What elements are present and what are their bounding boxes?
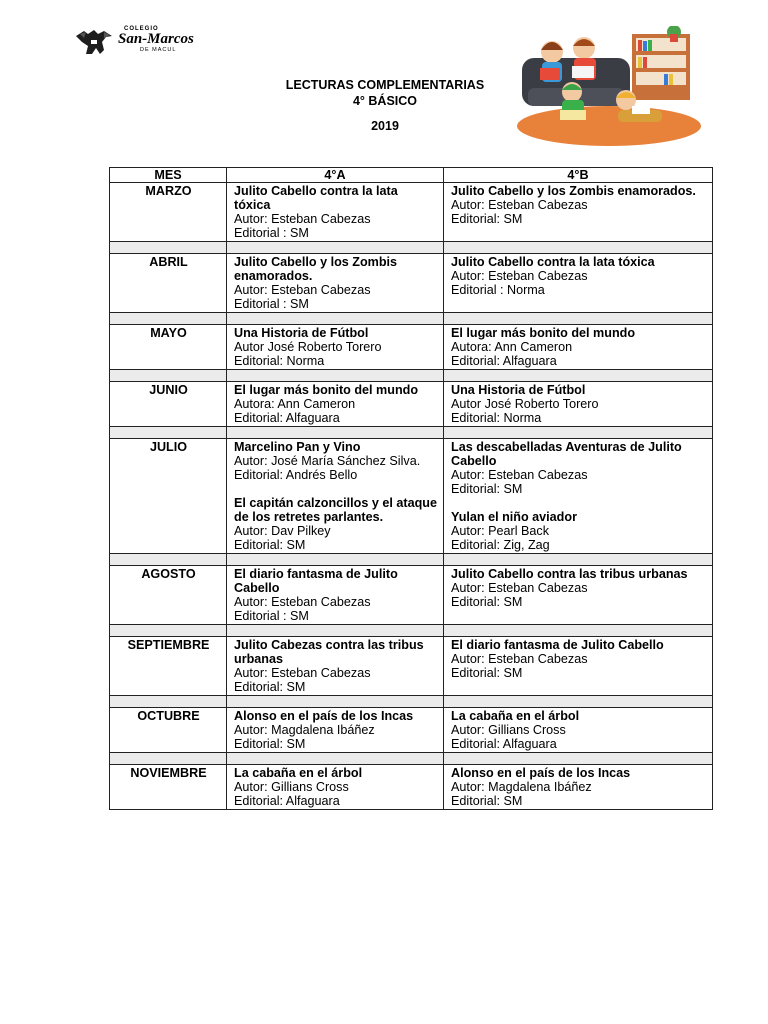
book-title: Julito Cabello y los Zombis enamorados. bbox=[451, 184, 696, 198]
class-b-cell bbox=[444, 765, 713, 810]
separator-cell bbox=[444, 625, 713, 637]
month-cell: MAYO bbox=[110, 325, 227, 370]
table-row bbox=[110, 439, 713, 554]
book-publisher: Editorial: Zig, Zag bbox=[451, 538, 550, 552]
separator-cell bbox=[227, 242, 444, 254]
book-title: Alonso en el país de los Incas bbox=[234, 709, 414, 723]
class-b-cell bbox=[444, 382, 713, 427]
class-a-cell bbox=[227, 382, 444, 427]
book-title: El capitán calzoncillos y el ataque de los retretes parlantes. bbox=[234, 496, 437, 524]
class-b-cell bbox=[444, 708, 713, 753]
book-title: Julito Cabello y los Zombis enamorados. bbox=[234, 255, 398, 283]
separator-cell bbox=[227, 554, 444, 566]
separator-cell bbox=[227, 753, 444, 765]
book-publisher: Editorial: Alfaguara bbox=[451, 737, 557, 751]
table-row bbox=[110, 765, 713, 810]
separator-row bbox=[110, 370, 713, 382]
separator-cell bbox=[227, 625, 444, 637]
month-cell: JUNIO bbox=[110, 382, 227, 427]
book-title: El diario fantasma de Julito Cabello bbox=[451, 638, 664, 652]
book-author: Autor: Esteban Cabezas bbox=[451, 269, 588, 283]
table-row bbox=[110, 566, 713, 625]
book-publisher: Editorial: Norma bbox=[234, 354, 325, 368]
separator-cell bbox=[227, 696, 444, 708]
entry-spacer bbox=[451, 496, 706, 510]
table-header-row bbox=[110, 168, 713, 183]
book-title: Las descabelladas Aventuras de Julito Cabello bbox=[451, 440, 682, 468]
header-class-a: 4°A bbox=[227, 168, 444, 183]
book-author: Autor: Esteban Cabezas bbox=[234, 595, 371, 609]
book-publisher: Editorial: SM bbox=[234, 680, 306, 694]
book-title: El lugar más bonito del mundo bbox=[451, 326, 636, 340]
book-title: Julito Cabello contra la lata tóxica bbox=[451, 255, 655, 269]
book-publisher: Editorial: Alfaguara bbox=[234, 411, 340, 425]
book-author: Autor: Gillians Cross bbox=[234, 780, 349, 794]
month-cell: JULIO bbox=[110, 439, 227, 554]
class-a-cell bbox=[227, 708, 444, 753]
month-cell: ABRIL bbox=[110, 254, 227, 313]
book-author: Autor: Gillians Cross bbox=[451, 723, 566, 737]
month-cell: MARZO bbox=[110, 183, 227, 242]
book-publisher: Editorial: Alfaguara bbox=[234, 794, 340, 808]
book-title: Una Historia de Fútbol bbox=[234, 326, 369, 340]
table-row bbox=[110, 254, 713, 313]
separator-row bbox=[110, 313, 713, 325]
class-b-cell bbox=[444, 439, 713, 554]
class-a-cell bbox=[227, 183, 444, 242]
separator-cell bbox=[444, 753, 713, 765]
book-title: Julito Cabezas contra las tribus urbanas bbox=[234, 638, 424, 666]
separator-cell bbox=[444, 427, 713, 439]
children-reading-illustration bbox=[514, 26, 704, 148]
book-author: Autor: Pearl Back bbox=[451, 524, 549, 538]
book-publisher: Editorial : SM bbox=[234, 609, 309, 623]
book-publisher: Editorial: SM bbox=[451, 595, 523, 609]
class-b-cell bbox=[444, 254, 713, 313]
reading-schedule-table bbox=[109, 167, 713, 810]
separator-row bbox=[110, 696, 713, 708]
separator-cell bbox=[227, 313, 444, 325]
document-header bbox=[240, 77, 530, 134]
book-author: Autor: Esteban Cabezas bbox=[234, 212, 371, 226]
book-publisher: Editorial: SM bbox=[234, 737, 306, 751]
book-author: Autora: Ann Cameron bbox=[451, 340, 573, 354]
class-a-cell bbox=[227, 325, 444, 370]
document-title: LECTURAS COMPLEMENTARIAS bbox=[285, 78, 485, 92]
table-row bbox=[110, 382, 713, 427]
separator-row bbox=[110, 242, 713, 254]
separator-cell bbox=[227, 370, 444, 382]
book-title: La cabaña en el árbol bbox=[234, 766, 363, 780]
book-publisher: Editorial : SM bbox=[234, 226, 309, 240]
separator-row bbox=[110, 625, 713, 637]
logo-colegio-text: COLEGIO bbox=[124, 26, 159, 32]
book-title: Una Historia de Fútbol bbox=[451, 383, 586, 397]
book-author: Autor: Esteban Cabezas bbox=[234, 283, 371, 297]
class-a-cell bbox=[227, 254, 444, 313]
separator-cell bbox=[444, 242, 713, 254]
table-row bbox=[110, 708, 713, 753]
book-author: Autor: Esteban Cabezas bbox=[451, 198, 588, 212]
schedule-body bbox=[110, 183, 713, 810]
separator-cell bbox=[110, 753, 227, 765]
class-b-cell bbox=[444, 566, 713, 625]
separator-cell bbox=[444, 313, 713, 325]
separator-cell bbox=[444, 696, 713, 708]
separator-cell bbox=[110, 242, 227, 254]
book-author: Autor: Dav Pilkey bbox=[234, 524, 331, 538]
entry-spacer bbox=[234, 482, 437, 496]
book-title: La cabaña en el árbol bbox=[451, 709, 580, 723]
class-a-cell bbox=[227, 637, 444, 696]
separator-cell bbox=[227, 427, 444, 439]
class-b-cell bbox=[444, 325, 713, 370]
separator-cell bbox=[110, 313, 227, 325]
year-title: 2019 bbox=[371, 119, 399, 133]
class-b-cell bbox=[444, 637, 713, 696]
class-b-cell bbox=[444, 183, 713, 242]
book-title: El diario fantasma de Julito Cabello bbox=[234, 567, 398, 595]
book-title: Julito Cabello contra la lata tóxica bbox=[234, 184, 398, 212]
book-author: Autor José Roberto Torero bbox=[234, 340, 382, 354]
header-month: MES bbox=[110, 168, 227, 183]
class-a-cell bbox=[227, 765, 444, 810]
book-publisher: Editorial: SM bbox=[451, 212, 523, 226]
book-author: Autora: Ann Cameron bbox=[234, 397, 356, 411]
class-a-cell bbox=[227, 566, 444, 625]
book-title: Alonso en el país de los Incas bbox=[451, 766, 631, 780]
book-publisher: Editorial : SM bbox=[234, 297, 309, 311]
separator-cell bbox=[110, 625, 227, 637]
month-cell: SEPTIEMBRE bbox=[110, 637, 227, 696]
logo-location-text: DE MACUL bbox=[140, 47, 177, 53]
book-author: Autor: Magdalena Ibáñez bbox=[234, 723, 375, 737]
book-title: El lugar más bonito del mundo bbox=[234, 383, 419, 397]
table-row bbox=[110, 183, 713, 242]
header-class-b: 4°B bbox=[444, 168, 713, 183]
separator-cell bbox=[110, 696, 227, 708]
school-logo bbox=[74, 26, 214, 60]
grade-title: 4° BÁSICO bbox=[352, 94, 418, 108]
class-a-cell bbox=[227, 439, 444, 554]
book-publisher: Editorial: Norma bbox=[451, 411, 542, 425]
month-cell: AGOSTO bbox=[110, 566, 227, 625]
book-author: Autor José Roberto Torero bbox=[451, 397, 599, 411]
book-publisher: Editorial: Alfaguara bbox=[451, 354, 557, 368]
logo-school-name: San-Marcos bbox=[118, 31, 194, 47]
book-publisher: Editorial: SM bbox=[451, 482, 523, 496]
separator-cell bbox=[110, 370, 227, 382]
book-author: Autor: Magdalena Ibáñez bbox=[451, 780, 592, 794]
book-author: Autor: Esteban Cabezas bbox=[451, 581, 588, 595]
book-title: Yulan el niño aviador bbox=[451, 510, 577, 524]
winged-lion-icon bbox=[74, 28, 114, 56]
book-author: Autor: Esteban Cabezas bbox=[451, 652, 588, 666]
month-cell: NOVIEMBRE bbox=[110, 765, 227, 810]
separator-row bbox=[110, 427, 713, 439]
book-publisher: Editorial : Norma bbox=[451, 283, 545, 297]
separator-cell bbox=[444, 370, 713, 382]
table-row bbox=[110, 325, 713, 370]
book-publisher: Editorial: SM bbox=[451, 794, 523, 808]
month-cell: OCTUBRE bbox=[110, 708, 227, 753]
book-author: Autor: José María Sánchez Silva. bbox=[234, 454, 421, 468]
book-publisher: Editorial: SM bbox=[234, 538, 306, 552]
separator-row bbox=[110, 554, 713, 566]
book-title: Julito Cabello contra las tribus urbanas bbox=[451, 567, 688, 581]
book-author: Autor: Esteban Cabezas bbox=[451, 468, 588, 482]
book-author: Autor: Esteban Cabezas bbox=[234, 666, 371, 680]
book-title: Marcelino Pan y Vino bbox=[234, 440, 361, 454]
separator-cell bbox=[444, 554, 713, 566]
table-row bbox=[110, 637, 713, 696]
separator-row bbox=[110, 753, 713, 765]
book-publisher: Editorial: SM bbox=[451, 666, 523, 680]
separator-cell bbox=[110, 427, 227, 439]
separator-cell bbox=[110, 554, 227, 566]
book-publisher: Editorial: Andrés Bello bbox=[234, 468, 358, 482]
